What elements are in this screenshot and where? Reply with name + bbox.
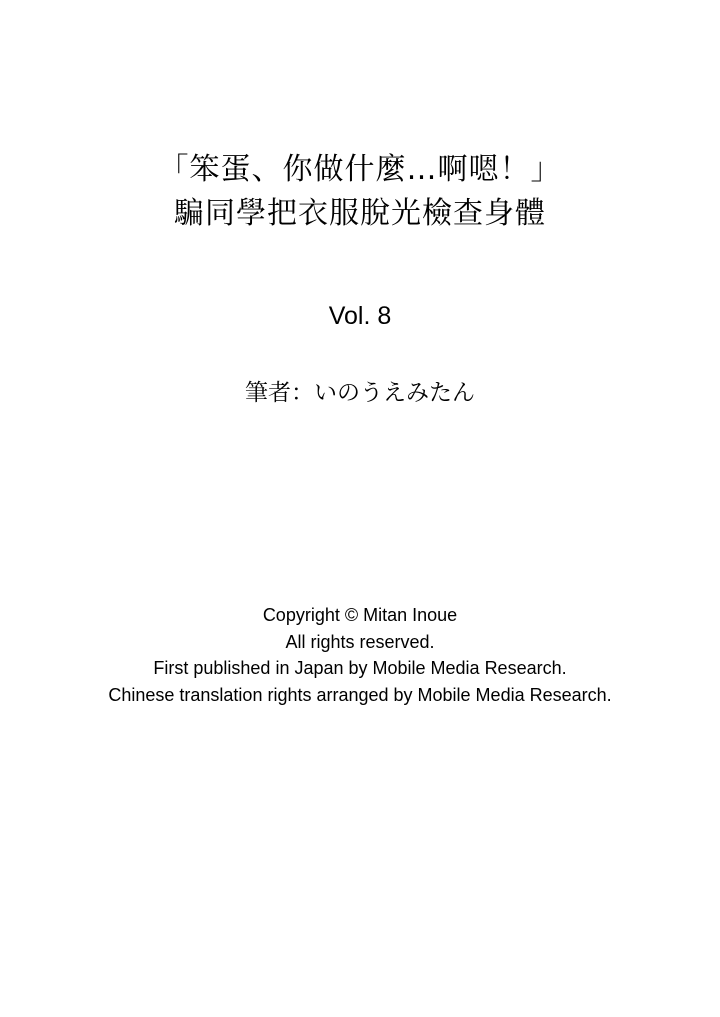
title-line-1: 「笨蛋、你做什麼…啊嗯！」 <box>158 152 562 187</box>
title-line-2: 騙同學把衣服脫光檢查身體 <box>174 196 546 231</box>
copyright-line-4: Chinese translation rights arranged by Mobile Media Research. <box>108 684 612 705</box>
volume-label: Vol. 8 <box>328 302 392 330</box>
author-label: 筆者：いのうえみたん <box>245 380 475 406</box>
copyright-line-3: First published in Japan by Mobile Media Research. <box>153 658 567 678</box>
copyright-line-2: All rights reserved. <box>285 631 435 652</box>
page-title <box>0 148 720 236</box>
copyright-line-1: Copyright © Mitan Inoue <box>262 605 458 625</box>
copyright-notice <box>0 602 720 708</box>
